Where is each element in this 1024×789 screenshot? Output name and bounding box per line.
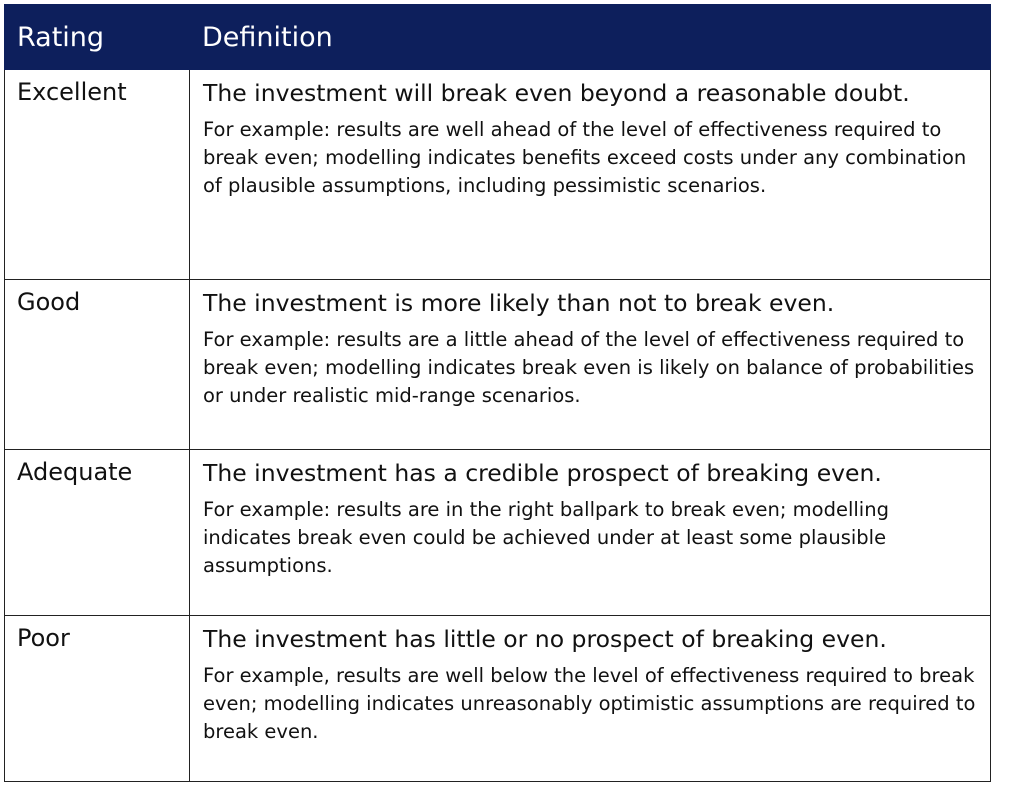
table-row	[5, 450, 991, 616]
definition-example: For example: results are a little ahead of the level of effectiveness required to break even; modelling indicates break even is likely on balance of probabilities or under realistic mid-range scenarios.	[203, 328, 975, 407]
header-rating: Rating	[5, 5, 190, 70]
definition-summary: The investment is more likely than not to break even.	[203, 289, 835, 317]
rating-cell: Adequate	[5, 450, 190, 616]
table-row	[5, 280, 991, 450]
header-row	[5, 5, 991, 70]
table-header	[5, 5, 991, 70]
definition-cell	[190, 280, 991, 450]
definition-cell	[190, 616, 991, 782]
table-row	[5, 616, 991, 782]
rating-definition-table	[4, 4, 991, 782]
rating-cell: Excellent	[5, 70, 190, 280]
definition-cell	[190, 70, 991, 280]
rating-cell: Good	[5, 280, 190, 450]
table-row	[5, 70, 991, 280]
definition-summary: The investment will break even beyond a reasonable doubt.	[203, 79, 910, 107]
definition-summary: The investment has little or no prospect of breaking even.	[203, 625, 887, 653]
definition-example: For example, results are well below the level of effectiveness required to break even; modelling indicates unreasonably optimistic assumptions are required to break even.	[203, 664, 976, 743]
header-definition: Definition	[190, 5, 991, 70]
table-body	[5, 70, 991, 782]
definition-summary: The investment has a credible prospect of breaking even.	[203, 459, 882, 487]
definition-cell	[190, 450, 991, 616]
definition-example: For example: results are well ahead of the level of effectiveness required to break even; modelling indicates benefits exceed costs under any combination of plausible assumptions, including pessimistic scenarios.	[203, 118, 967, 197]
definition-example: For example: results are in the right ballpark to break even; modelling indicates break even could be achieved under at least some plausible assumptions.	[203, 498, 889, 577]
rating-cell: Poor	[5, 616, 190, 782]
